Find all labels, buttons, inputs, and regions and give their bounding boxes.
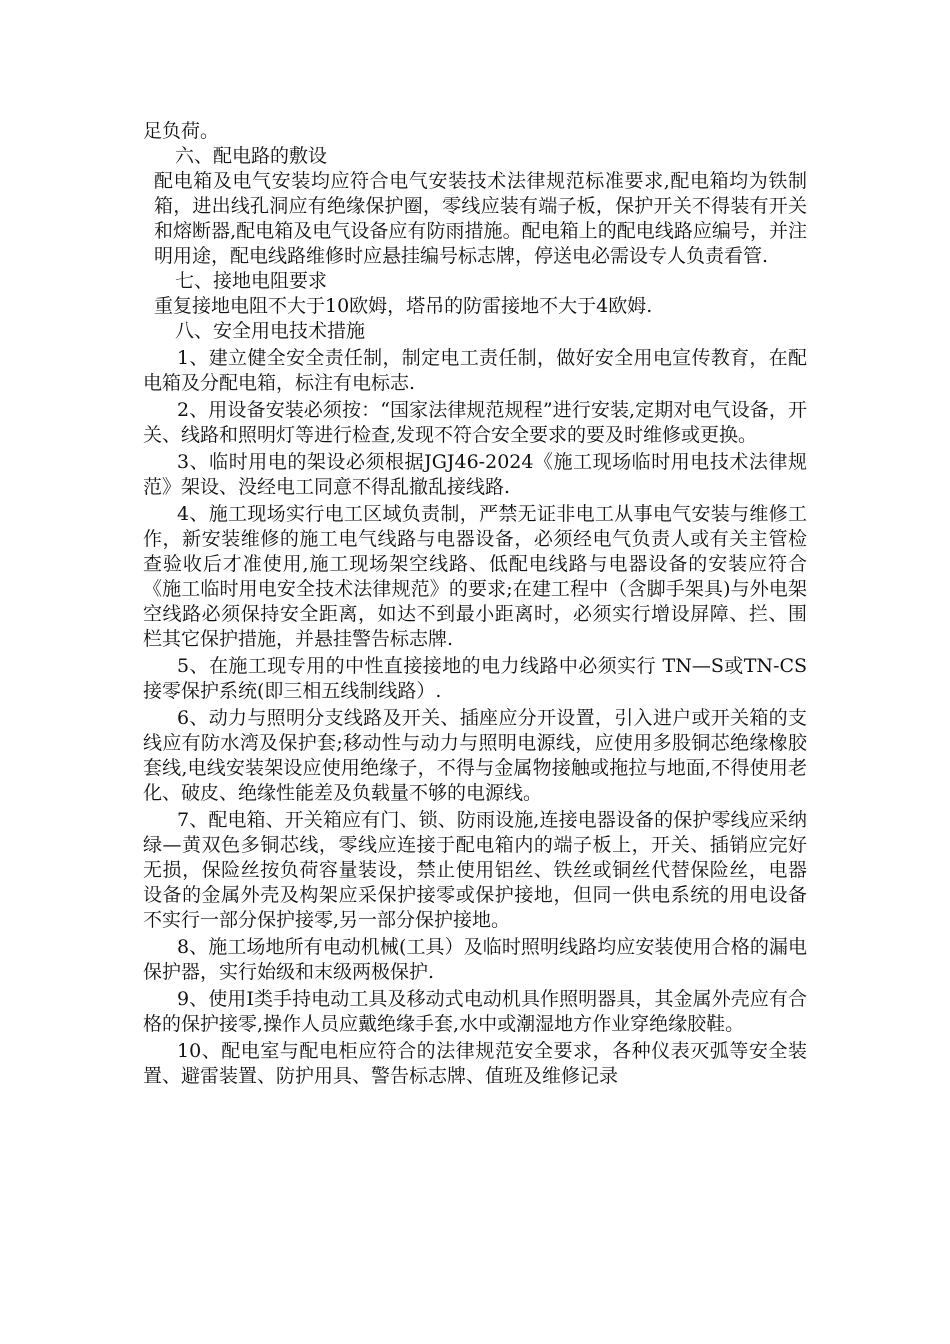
- list-item-4: 4、施工现场实行电工区域负责制，严禁无证非电工从事电气安装与维修工作，新安装维修的施工电气线路与电器设备，必须经电气负责人或有关主管检查验收后才准使用,施工现场架空线路、低配电线路与电器设备的安装应符合《施工临时用电安全技术法律规范》的要求;在建工程中（含脚手架具)与外电架空线路必须保持安全距离，如达不到最小距离时，必须实行增设屏障、拦、围栏其它保护措施，并悬挂警告标志牌.: [143, 503, 807, 650]
- section-heading-8: 八、安全用电技术措施: [175, 320, 366, 342]
- list-item-7: 7、配电箱、开关箱应有门、锁、防雨设施,连接电器设备的保护零线应采纳绿—黄双色多铜芯线，零线应连接于配电箱内的端子板上，开关、插销应完好无损，保险丝按负荷容量装设，禁止使用铝丝、铁丝或铜丝代替保险丝，电器设备的金属外壳及构架应采保护接零或保护接地，但同一供电系统的用电设备不实行一部分保护接零,另一部分保护接地。: [143, 809, 807, 931]
- list-item-10: 10、配电室与配电柜应符合的法律规范安全要求，各种仪表灭弧等安全装置、避雷装置、防护用具、警告标志牌、值班及维修记录: [143, 1040, 807, 1087]
- paragraph-grounding: 重复接地电阻不大于10欧姆，塔吊的防雷接地不大于4欧姆.: [154, 295, 653, 317]
- paragraph-continuation: 足负荷。: [143, 120, 220, 142]
- list-item-1: 1、建立健全安全责任制，制定电工责任制，做好安全用电宣传教育，在配电箱及分配电箱，标注有电标志.: [143, 347, 807, 394]
- section-heading-7: 七、接地电阻要求: [175, 270, 328, 292]
- list-item-3: 3、临时用电的架设必须根据JGJ46-2024《施工现场临时用电技术法律规范》架设、没经电工同意不得乱撤乱接线路.: [143, 451, 807, 498]
- paragraph-wiring: 配电箱及电气安装均应符合电气安装技术法律规范标准要求,配电箱均为铁制箱，进出线孔洞应有绝缘保护圈，零线应装有端子板，保护开关不得装有开关和熔断器,配电箱及电气设备应有防雨措施。配电箱上的配电线路应编号，并注明用途，配电线路维修时应悬挂编号标志牌，停送电必需设专人负责看管.: [154, 170, 807, 267]
- list-item-5: 5、在施工现专用的中性直接接地的电力线路中必须实行 TN—S或TN-CS接零保护系统(即三相五线制线路）.: [143, 655, 807, 702]
- list-item-2: 2、用设备安装必须按：“国家法律规范规程”进行安装,定期对电气设备，开关、线路和照明灯等进行检查,发现不符合安全要求的要及时维修或更换。: [143, 399, 807, 446]
- section-heading-6: 六、配电路的敷设: [175, 145, 328, 167]
- list-item-8: 8、施工场地所有电动机械(工具）及临时照明线路均应安装使用合格的漏电保护器，实行始级和末级两极保护.: [143, 936, 807, 983]
- list-item-9: 9、使用Ⅰ类手持电动工具及移动式电动机具作照明器具，其金属外壳应有合格的保护接零,操作人员应戴绝缘手套,水中或潮湿地方作业穿绝缘胶鞋。: [143, 988, 807, 1035]
- document-body: [143, 119, 807, 1089]
- list-item-6: 6、动力与照明分支线路及开关、插座应分开设置，引入进户或开关箱的支线应有防水湾及保护套;移动性与动力与照明电源线，应使用多股铜芯绝缘橡胶套线,电线安装架设应使用绝缘子，不得与金属物接触或拖拉与地面,不得使用老化、破皮、绝缘性能差及负载量不够的电源线。: [143, 707, 807, 804]
